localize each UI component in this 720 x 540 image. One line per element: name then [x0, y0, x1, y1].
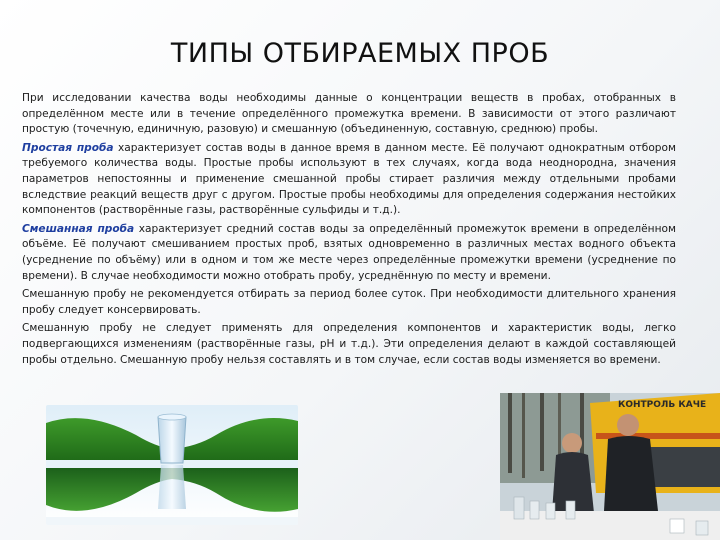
paragraph-text: характеризует состав воды в данное время в данном месте. Её получают однократным отбором требуемого количества воды. Простые пробы используют в тех случаях, когда вода неоднородна, значения параметров непостоянны и применение смешанной пробы стирает различия между отдельными пробами вследствие реакций веществ друг с другом. Простые пробы необходимы для определения содержания нестойких компонентов (растворённые газы, растворённые сульфиды и т.д.). — [22, 141, 676, 217]
page-title: ТИПЫ ОТБИРАЕМЫХ ПРОБ — [170, 38, 550, 69]
paragraph-text: характеризует средний состав воды за определённый промежуток времени в определённом объёме. Её получают смешиванием простых проб, взятых одновременно в различных местах водного объекта (усреднение по объёму) или в одном и том же месте через определённые промежутки времени (усреднение по времени). В случае необходимости можно отобрать пробу, усреднённую по месту и времени. — [22, 222, 676, 282]
van-text: КОНТРОЛЬ КАЧЕ — [618, 400, 707, 410]
field-sampling-photo — [500, 393, 720, 540]
term-simple-sample: Простая проба — [22, 141, 114, 154]
paragraph-text: Смешанную пробу не рекомендуется отбирать за период более суток. При необходимости длительного хранения пробу следует консервировать. — [22, 288, 676, 316]
paragraph-intro — [22, 91, 676, 138]
text-body — [22, 91, 676, 371]
term-mixed-sample: Смешанная проба — [22, 222, 135, 235]
paragraph-simple-sample — [22, 141, 676, 219]
paragraph-mixed-sample — [22, 222, 676, 284]
paragraph-storage — [22, 287, 676, 318]
water-glass-landscape-photo — [46, 405, 298, 525]
paragraph-restrictions — [22, 321, 676, 368]
paragraph-text: Смешанную пробу не следует применять для определения компонентов и характеристик воды, легко подвергающихся изменениям (растворённые газы, pH и т.д.). Эти определения делают в каждой составляющей пробы отдельно. Смешанную пробу нельзя составлять и в том случае, если состав воды изменяется во времени. — [22, 322, 676, 366]
paragraph-text: При исследовании качества воды необходимы данные о концентрации веществ в пробах, отобранных в определённом месте или в течение определённого промежутка времени. В зависимости от этого различают простую (точечную, единичную, разовую) и смешанную (объединенную, составную, среднюю) пробы. — [22, 92, 676, 136]
